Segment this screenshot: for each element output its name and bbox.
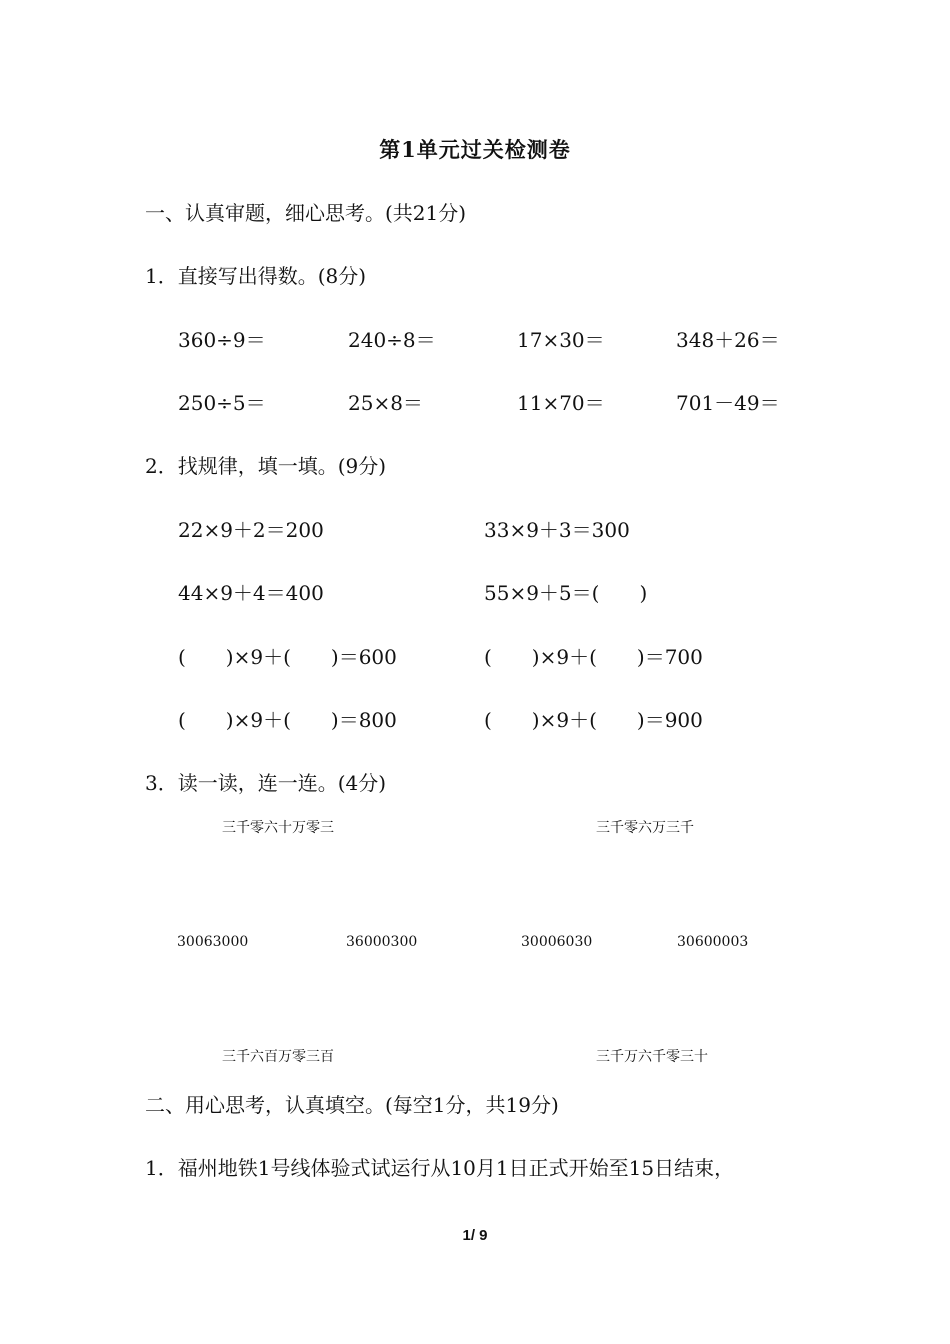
match-word-top: 三千零六十万零三 bbox=[222, 820, 334, 836]
pattern-line: ( )×9＋( )＝700 bbox=[484, 645, 703, 669]
match-number: 30063000 bbox=[177, 934, 249, 950]
pattern-line: 22×9＋2＝200 bbox=[178, 518, 324, 542]
section-2-heading: 二、用心思考，认真填空。(每空1分，共19分) bbox=[145, 1093, 559, 1117]
match-word-bottom: 三千万六千零三十 bbox=[596, 1049, 708, 1065]
match-word-bottom: 三千六百万零三百 bbox=[222, 1049, 334, 1065]
calc-item: 25×8＝ bbox=[348, 391, 423, 415]
pattern-line: 44×9＋4＝400 bbox=[178, 581, 324, 605]
match-number: 36000300 bbox=[346, 934, 418, 950]
page-number: 1/ 9 bbox=[462, 1227, 488, 1244]
pattern-line: ( )×9＋( )＝900 bbox=[484, 708, 703, 732]
pattern-line: ( )×9＋( )＝600 bbox=[178, 645, 397, 669]
calc-item: 360÷9＝ bbox=[178, 328, 266, 352]
section-1-heading: 一、认真审题，细心思考。(共21分) bbox=[145, 201, 467, 225]
pattern-line: 55×9＋5＝( ) bbox=[484, 581, 648, 605]
match-number: 30006030 bbox=[521, 934, 593, 950]
calc-item: 250÷5＝ bbox=[178, 391, 266, 415]
calc-item: 240÷8＝ bbox=[348, 328, 436, 352]
question-1-heading: 1．直接写出得数。(8分) bbox=[145, 264, 367, 288]
calc-item: 701－49＝ bbox=[676, 391, 780, 415]
match-word-top: 三千零六万三千 bbox=[596, 820, 694, 836]
calc-item: 11×70＝ bbox=[517, 391, 605, 415]
question-3-heading: 3．读一读，连一连。(4分) bbox=[145, 771, 387, 795]
question-2-heading: 2．找规律，填一填。(9分) bbox=[145, 454, 387, 478]
pattern-line: ( )×9＋( )＝800 bbox=[178, 708, 397, 732]
calc-item: 17×30＝ bbox=[517, 328, 605, 352]
calc-item: 348＋26＝ bbox=[676, 328, 780, 352]
section-2-question-1: 1．福州地铁1号线体验式试运行从10月1日正式开始至15日结束， bbox=[145, 1156, 735, 1180]
page-title: 第1单元过关检测卷 bbox=[379, 137, 571, 162]
match-number: 30600003 bbox=[677, 934, 749, 950]
pattern-line: 33×9＋3＝300 bbox=[484, 518, 630, 542]
